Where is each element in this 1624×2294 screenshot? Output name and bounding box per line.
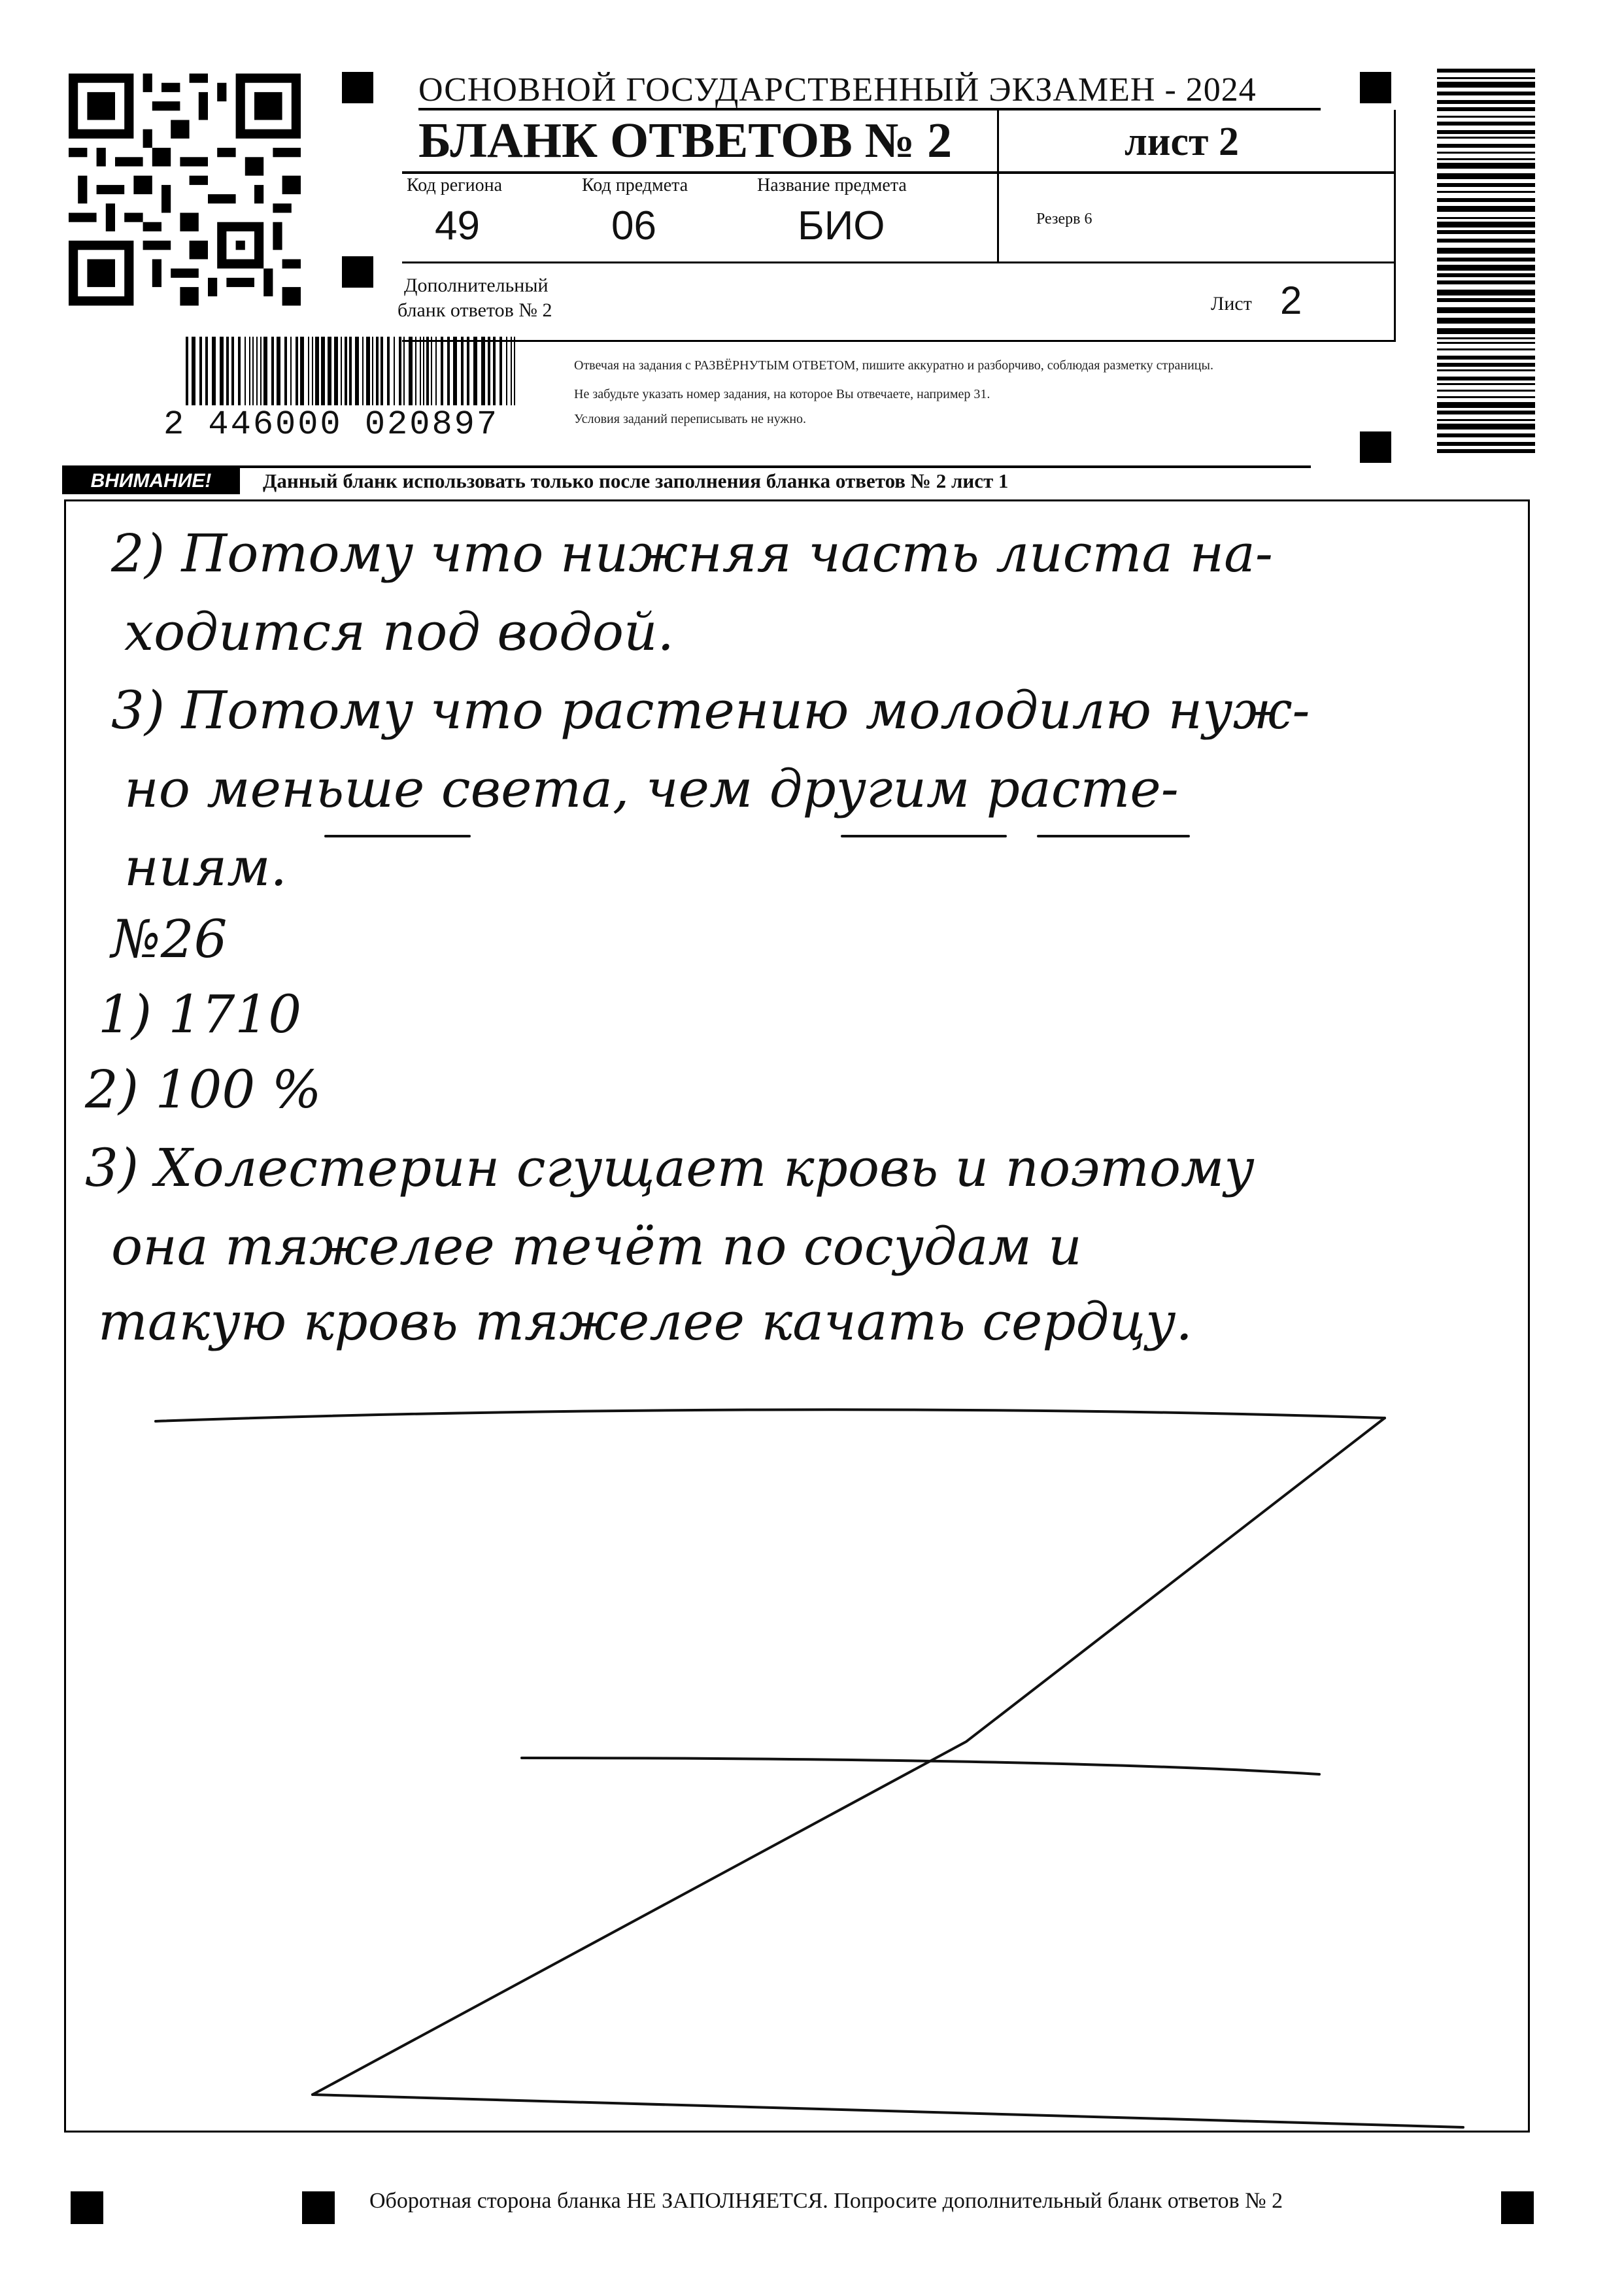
instruction-3: Условия заданий переписывать не нужно. [574,412,807,426]
answer-line-1: 2) Потому что нижняя часть листа на- [111,523,1273,584]
answer-line-5: ниям. [124,837,287,898]
qr-code [69,72,301,307]
answer-line-3: 3) Потому что растению молодилю нуж- [111,680,1310,741]
answer-line-6: №26 [111,909,228,970]
unused-space-z-mark [64,499,1530,2133]
additional-label-1: Дополнительный [404,275,549,296]
sheet-title: лист 2 [1125,120,1239,164]
answer-line-4: но меньше света, чем другим расте- [124,758,1179,819]
header-rule-mid [402,171,1396,174]
additional-label-2: бланк ответов № 2 [398,299,552,321]
footer-text: Оборотная сторона бланка НЕ ЗАПОЛНЯЕТСЯ. Попросите дополнительный бланк ответов № 2 [369,2189,1283,2213]
alignment-marker-bottom-right [1501,2191,1534,2224]
header-right-vertical [1394,110,1396,342]
answer-line-7: 1) 1710 [98,984,302,1045]
sheet-value: 2 [1280,278,1302,322]
answer-line-9: 3) Холестерин сгущает кровь и поэтому [85,1138,1255,1198]
header-rule-low [402,261,1396,263]
reserve-label: Резерв 6 [1036,211,1092,228]
alignment-marker-top-right [1360,72,1391,103]
exam-title: ОСНОВНОЙ ГОСУДАРСТВЕННЫЙ ЭКЗАМЕН - 2024 [418,71,1257,109]
answer-line-2: ходится под водой. [124,601,674,662]
instruction-2: Не забудьте указать номер задания, на которое Вы отвечаете, например 31. [574,387,990,401]
form-title: БЛАНК ОТВЕТОВ № 2 [418,113,953,168]
answer-line-11: такую кровь тяжелее качать сердцу. [98,1291,1193,1352]
answer-line-8: 2) 100 % [85,1059,322,1120]
alignment-marker-mid-right [1360,431,1391,463]
header-rule-bottom [402,340,1396,342]
alignment-marker-bottom-mid [302,2191,335,2224]
alignment-marker-top-left [342,72,373,103]
alignment-marker-mid-left [342,256,373,288]
subject-name-value: БИО [798,203,885,248]
warning-text: Данный бланк использовать только после заполнения бланка ответов № 2 лист 1 [263,469,1009,492]
linear-barcode [183,337,523,409]
region-label: Код региона [407,175,503,195]
answer-line-10: она тяжелее течёт по сосудам и [111,1216,1082,1277]
region-value: 49 [435,203,480,248]
subject-code-value: 06 [611,203,656,248]
sheet-label: Лист [1211,293,1252,314]
instruction-1: Отвечая на задания с РАЗВЁРНУТЫМ ОТВЕТОМ, пишите аккуратно и разборчиво, соблюдая разметку страницы. [574,358,1213,373]
header-divider-vertical [997,110,999,263]
alignment-marker-bottom-left [71,2191,103,2224]
side-barcode [1437,69,1535,461]
subject-name-label: Название предмета [757,175,907,195]
warning-badge: ВНИМАНИЕ! [62,468,240,494]
subject-code-label: Код предмета [582,175,688,195]
barcode-number: 2 446000 020897 [163,405,499,444]
